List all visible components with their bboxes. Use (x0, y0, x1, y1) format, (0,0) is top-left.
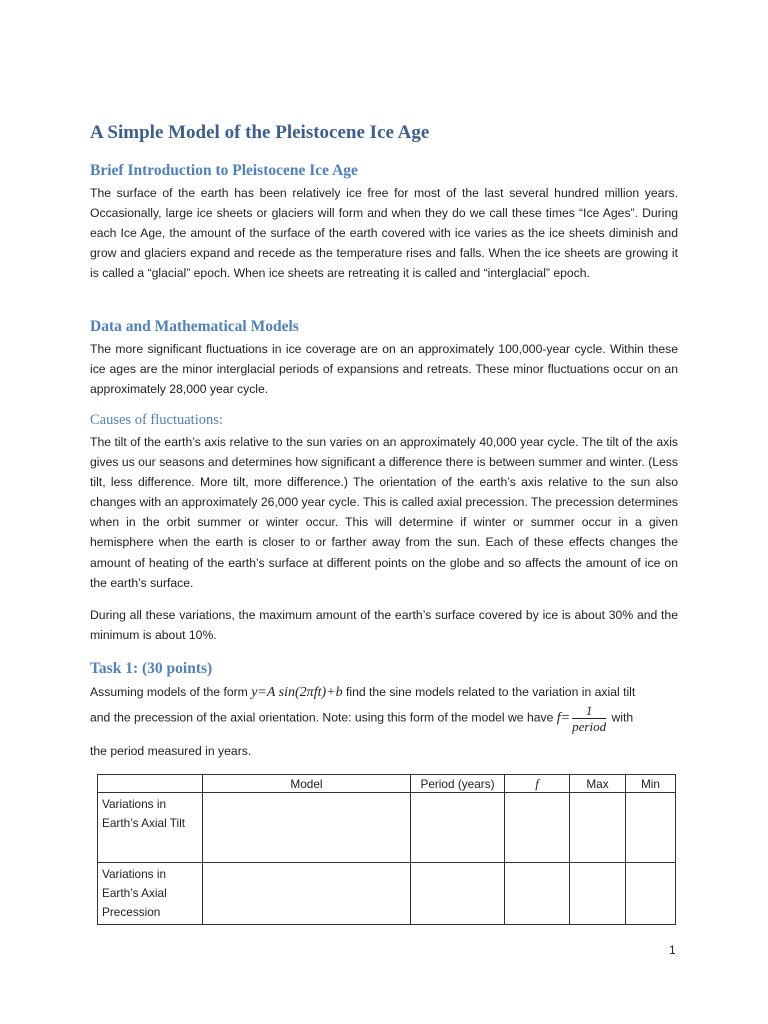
cell-min-tilt[interactable] (626, 793, 676, 863)
cell-min-precession[interactable] (626, 863, 676, 925)
header-max: Max (570, 775, 626, 793)
task1-text-1a: Assuming models of the form (90, 685, 252, 699)
header-blank (98, 775, 203, 793)
row-label-axial-tilt: Variations in Earth’s Axial Tilt (98, 793, 203, 863)
intro-paragraph: The surface of the earth has been relatively ice free for most of the last several hundred million years. Occasionally, large ice sheets or glaciers will form and when they do we call these times “Ice Ages”. During each Ice Age, the amount of the surface of the earth covered with ice varies as the ice sheets diminish and grow and glaciers expand and recede as the temperature rises and falls. When the ice sheets are growing it is called a “glacial” epoch. When ice sheets are retreating it is called and “interglacial” epoch. (90, 186, 678, 281)
task1-line-2 (90, 703, 678, 734)
model-formula: y=A sin(2πft)+b (251, 685, 343, 700)
task1-text-1b: find the sine models related to the variation in axial tilt (342, 685, 636, 699)
header-min: Min (626, 775, 676, 793)
cell-model-tilt[interactable] (203, 793, 411, 863)
task1-heading: Task 1: (30 points) (90, 660, 213, 677)
task1-text-2b: with (608, 710, 634, 725)
data-models-heading: Data and Mathematical Models (90, 318, 299, 335)
fraction-denominator: period (572, 719, 607, 734)
task1-text-2a: and the precession of the axial orientation. Note: using this form of the model we have (90, 710, 557, 725)
task1-line-1 (90, 682, 678, 703)
page-number: 1 (669, 943, 676, 957)
answer-table (97, 774, 676, 925)
task1-line-3: the period measured in years. (90, 744, 252, 758)
cell-period-tilt[interactable] (411, 793, 505, 863)
table-row (98, 863, 676, 925)
data-models-paragraph: The more significant fluctuations in ice coverage are on an approximately 100,000-year cycle. Within these ice ages are the minor interglacial periods of expansions and retreats. These minor fluctuations occur on an approximately 28,000 year cycle. (90, 342, 678, 397)
table-header-row (98, 775, 676, 793)
document-title: A Simple Model of the Pleistocene Ice Age (90, 122, 430, 143)
cell-max-tilt[interactable] (570, 793, 626, 863)
table-row (98, 793, 676, 863)
header-period: Period (years) (411, 775, 505, 793)
fraction-numerator: 1 (572, 703, 606, 719)
cell-f-tilt[interactable] (505, 793, 570, 863)
ice-coverage-paragraph: During all these variations, the maximum amount of the earth’s surface covered by ice is about 30% and the minimum is about 10%. (90, 608, 678, 643)
cell-model-precession[interactable] (203, 863, 411, 925)
frequency-formula: f= (556, 710, 571, 726)
cell-f-precession[interactable] (505, 863, 570, 925)
frequency-fraction (572, 703, 606, 734)
cell-period-precession[interactable] (411, 863, 505, 925)
row-label-axial-precession: Variations in Earth’s Axial Precession (98, 863, 203, 925)
cell-max-precession[interactable] (570, 863, 626, 925)
causes-heading: Causes of fluctuations: (90, 412, 223, 428)
intro-heading: Brief Introduction to Pleistocene Ice Age (90, 162, 358, 179)
causes-paragraph: The tilt of the earth’s axis relative to the sun varies on an approximately 40,000 year cycle. The tilt of the axis gives us our seasons and determines how significant a difference there is between summer and winter. (Less tilt, less difference. More tilt, more difference.) The orientation of the earth’s axis relative to the sun also changes with an approximately 26,000 year cycle. This is called axial precession. The precession determines when in the orbit summer or winter occur. This will determine if winter or summer occur in a given hemisphere when the earth is closer to or farther away from the sun. Each of these effects changes the amount of heating of the earth’s surface at different points on the globe and so affects the amount of ice on the earth’s surface. (90, 435, 678, 590)
header-model: Model (203, 775, 411, 793)
header-f: f (505, 775, 570, 793)
